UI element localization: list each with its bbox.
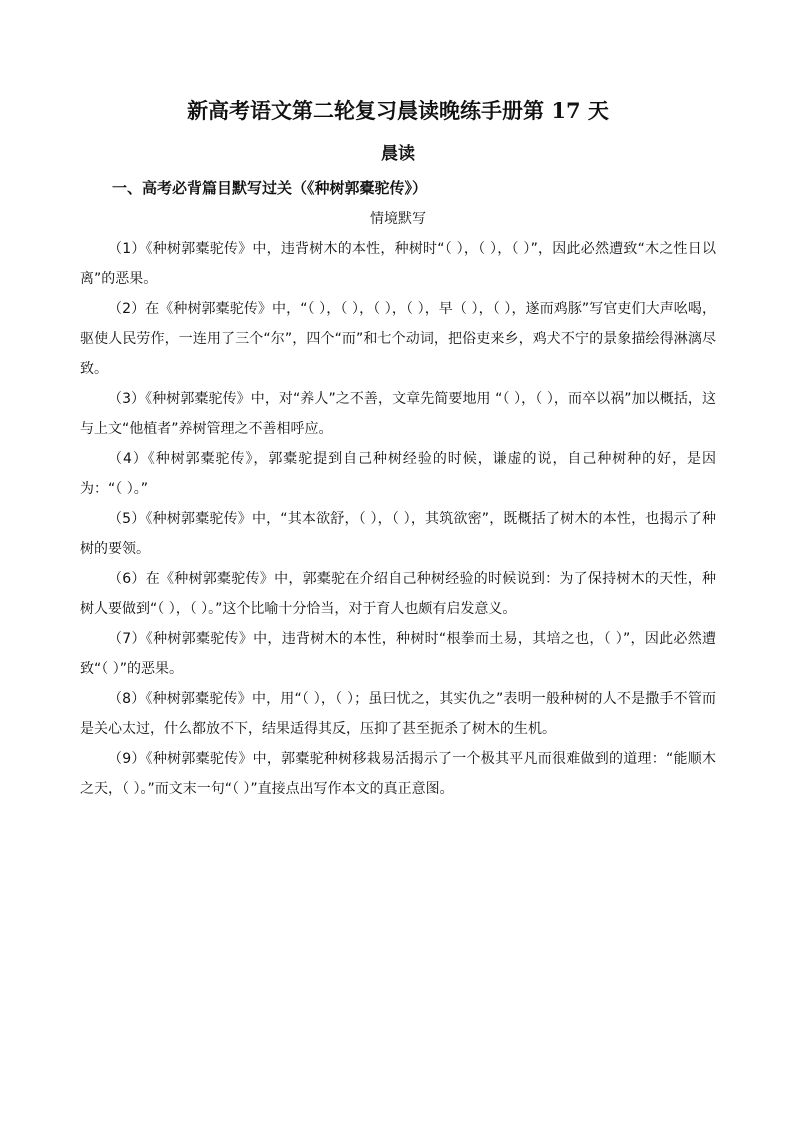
question-8: （8）《种树郭橐驼传》中，用“（ ），（ ）；虽曰忧之，其实仇之”表明一般种树的人不是撒手不管而是关心太过，什么都放不下，结果适得其反，压抑了甚至扼杀了树木的生机。 — [80, 691, 716, 737]
section-title-morning-reading: 晨读 — [381, 144, 415, 164]
question-9: （9）《种树郭橐驼传》中，郭橐驼种树移栽易活揭示了一个极其平凡而很难做到的道理：“能顺木之天，（ ）。”而文末一句“（ ）”直接点出写作本文的真正意图。 — [80, 751, 716, 797]
question-6: （6）在《种树郭橐驼传》中，郭橐驼在介绍自己种树经验的时候说到：为了保持树木的天性，种树人要做到“（ ），（ ）。”这个比喻十分恰当，对于育人也颇有启发意义。 — [80, 571, 716, 617]
document-title: 新高考语文第二轮复习晨读晚练手册第 17 天 — [187, 98, 609, 123]
question-list — [80, 234, 716, 804]
question-5: （5）《种树郭橐驼传》中，“其本欲舒，（ ），（ ），其筑欲密”，既概括了树木的本性，也揭示了种树的要领。 — [80, 511, 716, 557]
question-7: （7）《种树郭橐驼传》中，违背树木的本性，种树时“根拳而土易，其培之也，（ ）”，因此必然遭致“（ ）”的恶果。 — [80, 631, 716, 677]
question-3: （3）《种树郭橐驼传》中，对“养人”之不善，文章先简要地用 “（ ），（ ），而卒以祸”加以概括，这与上文“他植者”养树管理之不善相呼应。 — [80, 391, 716, 437]
subheading-situational-dictation: 情境默写 — [370, 211, 426, 227]
question-4: （4）《种树郭橐驼传》，郭橐驼提到自己种树经验的时候，谦虚的说，自己种树种的好，是因为：“（ ）。” — [80, 451, 716, 497]
question-1: （1）《种树郭橐驼传》中，违背树木的本性，种树时“（ ），（ ），（ ）”，因此必然遭致“木之性日以离”的恶果。 — [80, 241, 716, 287]
part-heading: 一、高考必背篇目默写过关（《种树郭橐驼传》） — [112, 179, 428, 197]
question-2: （2）在《种树郭橐驼传》中，“（ ），（ ），（ ），（ ），早（ ），（ ），遂而鸡豚”写官吏们大声吆喝，驱使人民劳作，一连用了三个“尔”，四个“而”和七个动词，把俗吏来乡，鸡犬不宁的景象描绘得淋漓尽致。 — [80, 301, 716, 377]
